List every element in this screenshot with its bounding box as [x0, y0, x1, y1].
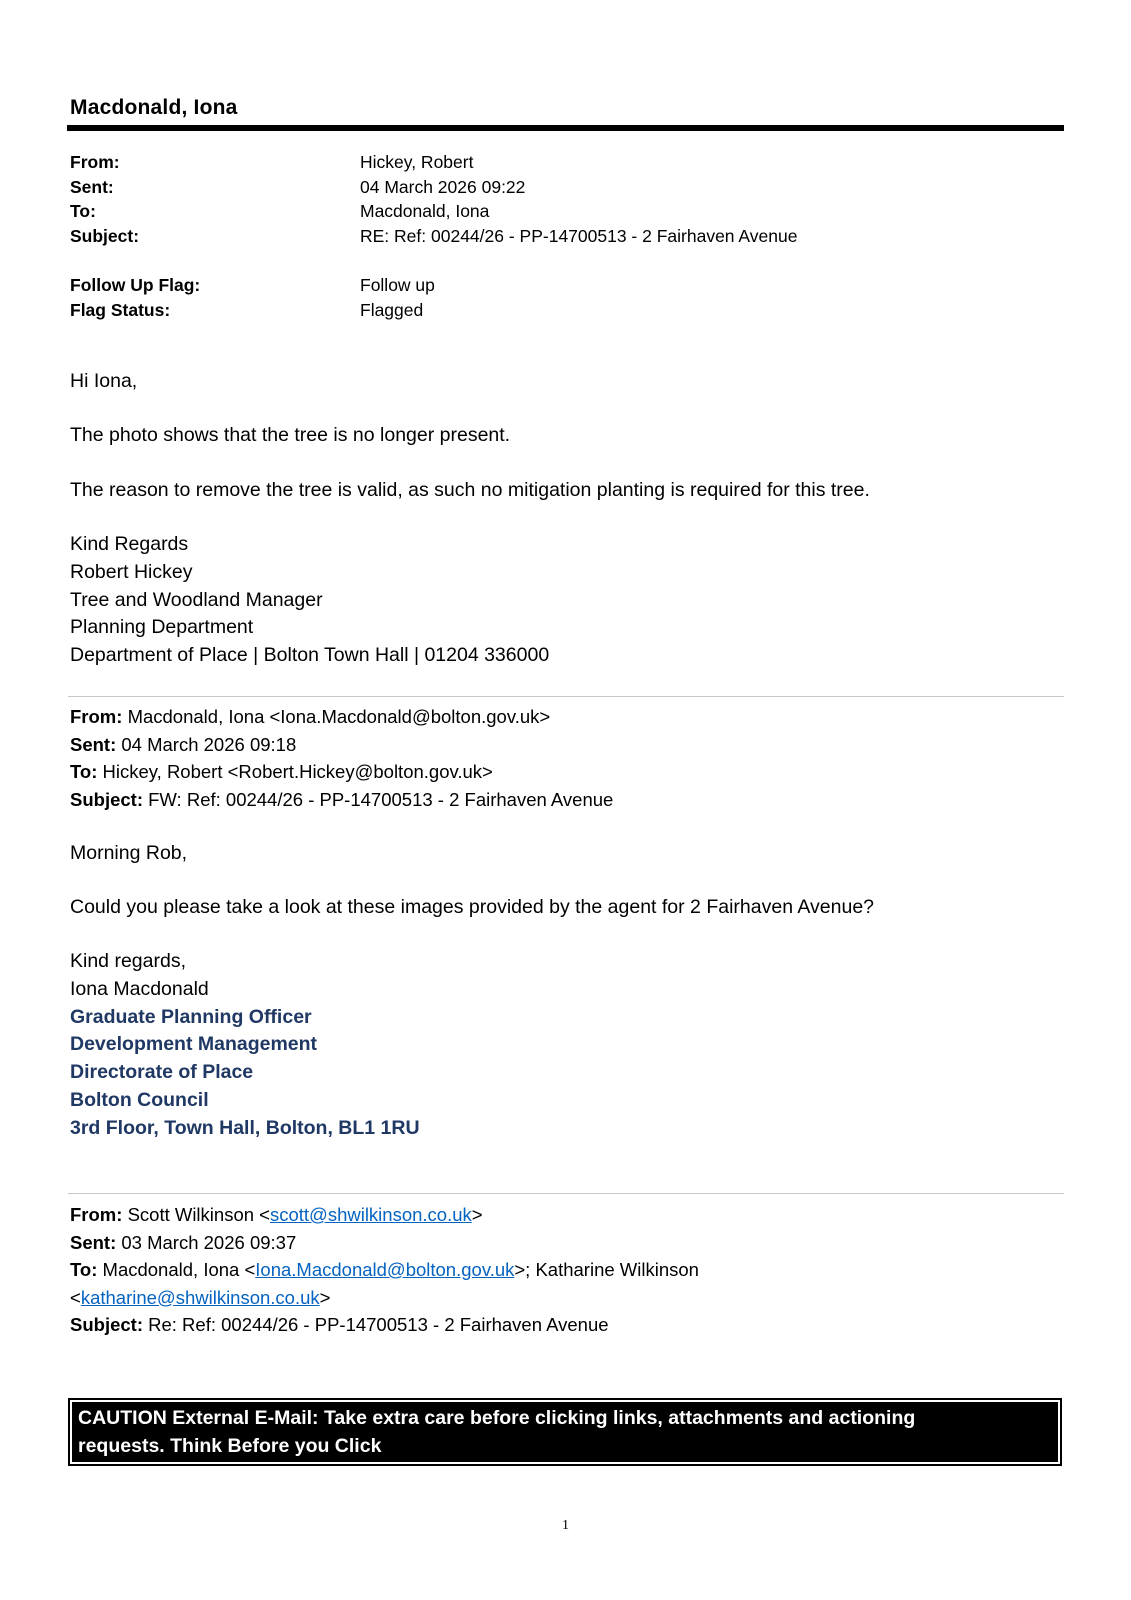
message2-subject-label: Subject: [70, 788, 143, 810]
message1-greeting: Hi Iona, [70, 370, 138, 392]
email-header-table [70, 150, 1064, 322]
header-row-flag-status [70, 298, 1064, 323]
message2-signature-job-title: Graduate Planning Officer [70, 1005, 312, 1028]
from-value: Hickey, Robert [360, 152, 474, 172]
message3-to-open-2: < [70, 1286, 81, 1308]
message3-from-close: > [471, 1204, 483, 1225]
message3-from-row [70, 1201, 699, 1229]
message2-to-row [70, 758, 613, 786]
message2-to-value: Hickey, Robert <Robert.Hickey@bolton.gov.uk> [102, 761, 493, 782]
mailbox-owner-name: Macdonald, Iona [70, 96, 238, 119]
message3-to-row [70, 1256, 699, 1284]
flag-status-value: Flagged [360, 299, 424, 320]
message1-signature-contact: Department of Place | Bolton Town Hall | 01204 336000 [70, 644, 550, 667]
message3-to-middle: >; Katharine Wilkinson [514, 1259, 699, 1280]
message1-paragraph-1: The photo shows that the tree is no longer present. [70, 424, 511, 446]
header-row-to [70, 199, 1064, 224]
message2-subject-row [70, 786, 613, 814]
from-label: From: [70, 152, 120, 172]
sent-value: 04 March 2026 09:22 [360, 176, 526, 197]
message2-sent-value: 04 March 2026 09:18 [121, 733, 297, 755]
message1-signature-name: Robert Hickey [70, 560, 193, 583]
message2-signature-name: Iona Macdonald [70, 977, 209, 1000]
message3-subject-row [70, 1311, 699, 1339]
message2-from-label: From: [70, 706, 123, 727]
caution-line-2: requests. Think Before you Click [78, 1434, 382, 1457]
to-label: To: [70, 201, 96, 221]
message2-to-label: To: [70, 761, 98, 782]
message2-paragraph-1: Could you please take a look at these images provided by the agent for 2 Fairhaven Avenue? [70, 896, 875, 918]
subject-value: RE: Ref: 00244/26 - PP-14700513 - 2 Fairhaven Avenue [360, 225, 798, 246]
message2-header [70, 703, 613, 813]
header-row-subject [70, 224, 1064, 249]
message3-subject-value: Re: Ref: 00244/26 - PP-14700513 - 2 Fairhaven Avenue [148, 1314, 609, 1335]
message2-signoff: Kind regards, [70, 950, 186, 972]
header-row-sent [70, 175, 1064, 200]
to-value: Macdonald, Iona [360, 201, 490, 221]
external-email-caution-banner [70, 1400, 1060, 1464]
message3-to-email-link-2[interactable]: katharine@shwilkinson.co.uk [80, 1286, 320, 1308]
owner-heading-rule [67, 125, 1064, 131]
message2-greeting: Morning Rob, [70, 842, 188, 864]
message3-header [70, 1201, 699, 1339]
message3-to-email-link-1[interactable]: Iona.Macdonald@bolton.gov.uk [255, 1259, 515, 1280]
message3-sent-row [70, 1229, 699, 1257]
caution-line-1: CAUTION External E-Mail: Take extra care before clicking links, attachments and actioning [78, 1407, 916, 1429]
subject-label: Subject: [70, 225, 140, 246]
follow-up-flag-label: Follow Up Flag: [70, 275, 201, 295]
message2-signature-team: Development Management [70, 1033, 318, 1056]
header-row-from [70, 150, 1064, 175]
message1-signature [70, 531, 549, 670]
message3-sent-value: 03 March 2026 09:37 [121, 1231, 297, 1253]
message1-signoff: Kind Regards [70, 533, 189, 555]
message3-to-close-2: > [319, 1286, 331, 1308]
page-number: 1 [562, 1518, 569, 1533]
message3-sent-label: Sent: [70, 1231, 117, 1253]
message3-from-name: Scott Wilkinson < [127, 1204, 270, 1225]
message2-signature-address: 3rd Floor, Town Hall, Bolton, BL1 1RU [70, 1116, 420, 1139]
message2-from-row [70, 703, 613, 731]
message2-sent-label: Sent: [70, 733, 117, 755]
message3-subject-label: Subject: [70, 1314, 143, 1335]
message1-paragraph-2: The reason to remove the tree is valid, as such no mitigation planting is required for this tree. [70, 479, 870, 501]
flag-status-label: Flag Status: [70, 299, 171, 320]
message3-to-name-1: Macdonald, Iona < [102, 1259, 256, 1280]
message3-from-label: From: [70, 1204, 123, 1225]
message3-from-email-link[interactable]: scott@shwilkinson.co.uk [269, 1204, 472, 1225]
message3-to-label: To: [70, 1259, 98, 1280]
message-separator [68, 1193, 1064, 1194]
header-row-follow-up-flag [70, 273, 1064, 298]
message1-signature-department: Planning Department [70, 616, 254, 639]
message1-signature-title: Tree and Woodland Manager [70, 588, 323, 611]
message-separator [68, 696, 1064, 697]
message3-to-row-continued [70, 1284, 699, 1312]
message2-subject-value: FW: Ref: 00244/26 - PP-14700513 - 2 Fairhaven Avenue [148, 788, 614, 810]
message2-from-value: Macdonald, Iona <Iona.Macdonald@bolton.gov.uk> [127, 706, 551, 727]
message2-signature [70, 948, 420, 1143]
follow-up-flag-value: Follow up [360, 275, 435, 295]
message2-signature-directorate: Directorate of Place [70, 1061, 254, 1084]
message2-sent-row [70, 731, 613, 759]
sent-label: Sent: [70, 176, 114, 197]
message2-signature-organisation: Bolton Council [70, 1088, 209, 1111]
